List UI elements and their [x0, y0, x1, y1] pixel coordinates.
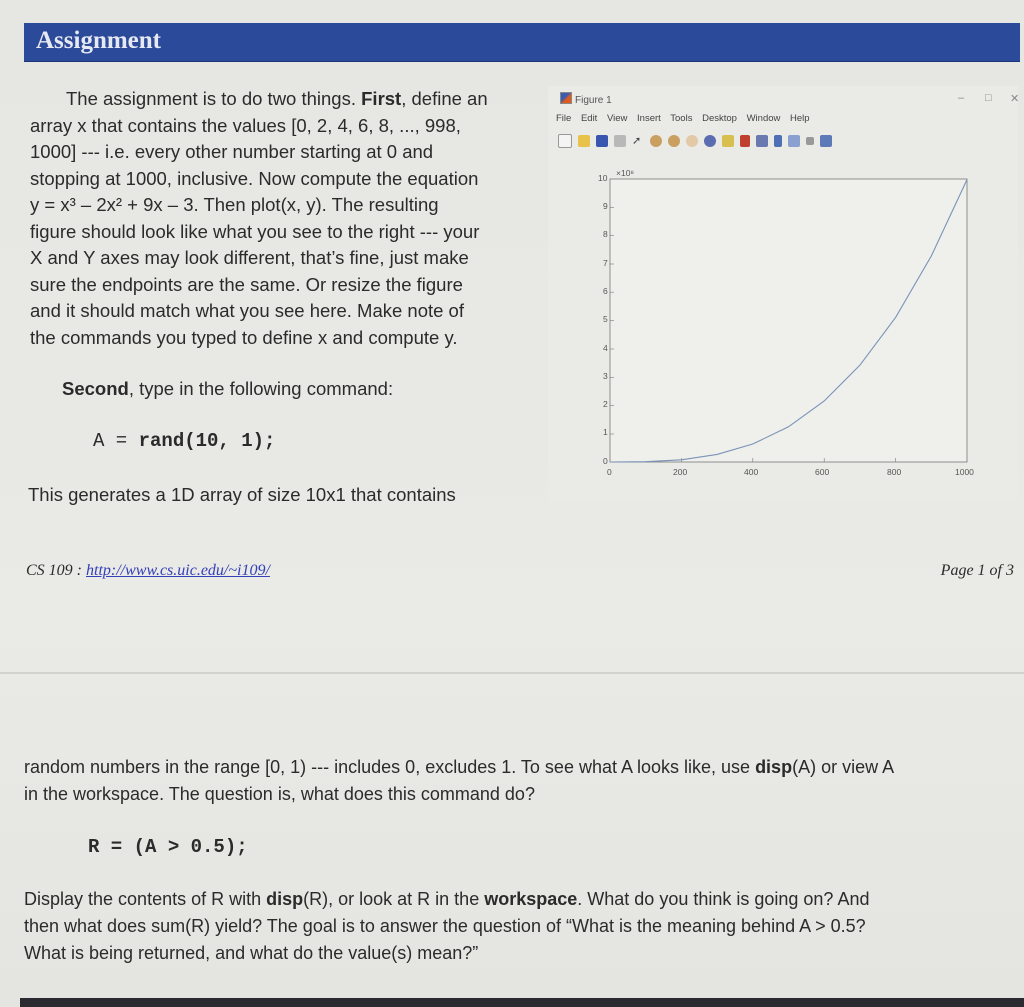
- menu-file[interactable]: File: [556, 113, 572, 124]
- text-line: the commands you typed to define x and compute y.: [30, 326, 458, 348]
- y-exponent-label: ×10⁸: [616, 168, 635, 178]
- plot-axes[interactable]: [548, 86, 1018, 500]
- y-tick-9: 9: [603, 201, 608, 211]
- menu-insert[interactable]: Insert: [637, 113, 661, 124]
- x-tick-0: 0: [607, 467, 612, 477]
- page-break-divider: [0, 672, 1024, 674]
- y-tick-6: 6: [603, 286, 608, 296]
- maximize-button[interactable]: □: [985, 92, 992, 104]
- text: , type in the following command:: [128, 378, 394, 399]
- text: random numbers in the range [0, 1) --- includes 0, excludes 1. To see what A looks like, use: [24, 757, 756, 777]
- x-tick-400: 400: [744, 467, 759, 477]
- x-tick-800: 800: [887, 467, 902, 477]
- code-comparison-command: R = (A > 0.5);: [88, 836, 248, 858]
- menu-tools[interactable]: Tools: [670, 113, 693, 124]
- text-line: sure the endpoints are the same. Or resize the figure: [30, 273, 463, 295]
- x-tick-600: 600: [815, 467, 830, 477]
- instructions-part-4: [24, 886, 1014, 967]
- y-tick-8: 8: [603, 229, 608, 239]
- text-line: figure should look like what you see to the right --- your: [30, 220, 480, 242]
- menu-help[interactable]: Help: [790, 113, 810, 124]
- y-tick-2: 2: [603, 399, 608, 409]
- code-rand-command: [93, 430, 275, 452]
- minimize-button[interactable]: –: [958, 92, 965, 104]
- text-line: 1000] --- i.e. every other number starting at 0 and: [30, 141, 434, 162]
- bold-first: First: [361, 88, 402, 109]
- menu-view[interactable]: View: [606, 113, 628, 124]
- x-tick-200: 200: [673, 467, 688, 477]
- bold-second: Second: [62, 378, 129, 399]
- bold-workspace: workspace: [484, 889, 578, 909]
- text: The assignment is to do two things.: [66, 88, 362, 109]
- text-line: array x that contains the values [0, 2, 4, 6, 8, ..., 998,: [30, 114, 461, 136]
- section-heading: Assignment: [36, 27, 162, 54]
- x-tick-1000: 1000: [955, 467, 974, 477]
- code-text: A =: [93, 430, 139, 452]
- y-tick-5: 5: [603, 314, 608, 324]
- text: , define an: [401, 88, 488, 109]
- bold-disp: disp: [266, 889, 304, 909]
- equation-line: y = x³ – 2x² + 9x – 3. Then plot(x, y). The resulting: [30, 194, 439, 215]
- instructions-part-2-intro: [62, 376, 393, 403]
- section-heading-bar: [24, 23, 1020, 62]
- text: (R), or look at R in the: [303, 889, 485, 909]
- instructions-part-3: [24, 754, 1014, 808]
- course-url-link[interactable]: http://www.cs.uic.edu/~i109/: [86, 562, 270, 579]
- text-line: X and Y axes may look different, that’s fine, just make: [30, 247, 469, 268]
- instructions-part-1: [30, 86, 540, 351]
- text-line: and it should match what you see here. Make note of: [30, 300, 464, 321]
- text: . What do you think is going on? And: [577, 889, 870, 909]
- menu-window[interactable]: Window: [746, 113, 781, 124]
- instructions-part-2-text: This generates a 1D array of size 10x1 that contains: [28, 484, 456, 505]
- y-tick-3: 3: [603, 371, 608, 381]
- text: Display the contents of R with: [24, 889, 267, 909]
- matlab-figure-window: [548, 86, 1018, 500]
- text-line: in the workspace. The question is, what does this command do?: [24, 784, 535, 804]
- y-tick-10: 10: [598, 173, 608, 183]
- menu-edit[interactable]: Edit: [580, 113, 598, 124]
- footer-course: [26, 562, 270, 580]
- close-button[interactable]: ✕: [1010, 93, 1020, 105]
- figure-title-text: Figure 1: [575, 95, 612, 106]
- y-tick-4: 4: [603, 343, 608, 353]
- text: (A) or view A: [792, 757, 895, 777]
- text-line: then what does sum(R) yield? The goal is to answer the question of “What is the meaning behind A > 0.5?: [24, 916, 866, 936]
- pointer-icon[interactable]: ➚: [632, 135, 642, 147]
- page-number: Page 1 of 3: [940, 562, 1014, 579]
- menu-desktop[interactable]: Desktop: [702, 113, 737, 124]
- code-text-bold: rand(10, 1);: [138, 430, 276, 452]
- text-line: stopping at 1000, inclusive. Now compute the equation: [30, 167, 479, 189]
- bold-disp: disp: [755, 757, 793, 777]
- y-tick-7: 7: [603, 258, 608, 268]
- bottom-edge: [20, 998, 1024, 1007]
- course-label: CS 109 :: [26, 562, 86, 579]
- text-line: What is being returned, and what do the value(s) mean?”: [24, 943, 479, 963]
- y-tick-1: 1: [603, 427, 608, 437]
- y-tick-0: 0: [603, 456, 608, 466]
